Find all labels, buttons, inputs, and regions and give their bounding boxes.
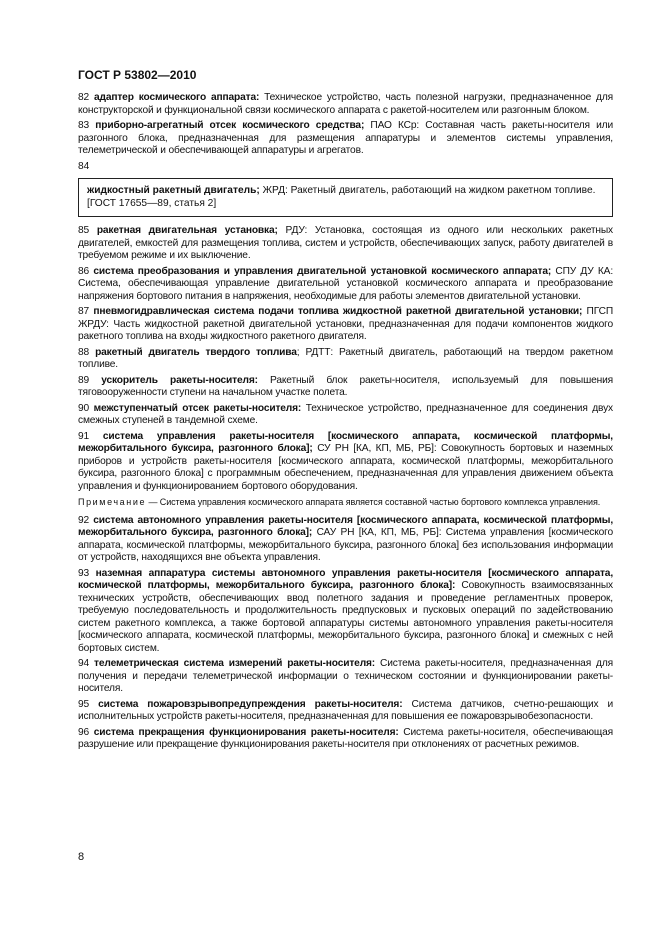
term-definition: ПГСП ЖРДУ: Часть жидкостной ракетной двигательной установки, предназначенная для подачи компонентов жидкого ракетного топлива на входы жидкостного ракетного двигателя. — [78, 306, 613, 342]
term-name: межступенчатый отсек ракеты-носителя: — [93, 402, 302, 414]
entry-number: 90 — [78, 402, 90, 414]
term-entry-91 — [78, 431, 613, 494]
term-definition: СУ РН [КА, КП, МБ, РБ]: Совокупность бортовых и наземных приборов и устройств ракеты-носителя [космического аппарата, космической платформы, межорбитального буксира, разгонного блока] с программным обеспечением, предназначенная для управления движением объекта управления и функционированием бортового оборудования. — [78, 443, 613, 492]
boxed-term-entry-84 — [78, 178, 613, 217]
entry-number: 93 — [78, 567, 90, 579]
entry-number: 82 — [78, 92, 90, 103]
term-name: система автономного управления ракеты-носителя [космического аппарата, космической платформы, межорбитального буксира, разгонного блока]; — [78, 514, 613, 538]
entry-number: 87 — [78, 306, 90, 317]
term-entry-87 — [78, 306, 613, 344]
term-name: система прекращения функционирования ракеты-носителя: — [93, 726, 399, 738]
entry-number: 88 — [78, 346, 90, 358]
term-name: ускоритель ракеты-носителя: — [101, 374, 258, 386]
term-entry-82 — [78, 92, 613, 117]
term-name: ракетный двигатель твердого топлива — [95, 346, 297, 358]
entry-number: 86 — [78, 265, 90, 277]
term-entry-83 — [78, 120, 613, 158]
term-entry-89 — [78, 375, 613, 400]
term-definition: Техническое устройство, предназначенное для соединения двух смежных ступеней в тандемной схеме. — [78, 402, 613, 426]
entry-number: 83 — [78, 120, 90, 131]
entry-number: 96 — [78, 726, 90, 738]
note-paragraph — [78, 497, 613, 509]
entry-number-84: 84 — [78, 160, 90, 172]
entry-number: 95 — [78, 698, 90, 710]
page-number: 8 — [78, 851, 85, 863]
term-name: система пожаровзрывопредупреждения ракеты-носителя: — [98, 698, 403, 710]
term-entry-93 — [78, 568, 613, 656]
term-name: наземная аппаратура системы автономного управления ракеты-носителя [космического аппарата, космической платформы, межорбитального буксира, разгонного блока]: — [78, 567, 613, 591]
entry-number: 92 — [78, 514, 90, 526]
entry-number: 89 — [78, 374, 90, 386]
term-definition: РДУ: Установка, состоящая из одного или нескольких ракетных двигателей, емкостей для размещения топлива, систем и устройств, обеспечивающих запуск, работу двигателей в требуемом режиме и их выключение. — [78, 225, 613, 261]
term-definition: САУ РН [КА, КП, МБ, РБ]: Система управления [космического аппарата, космической платформы, межорбитального буксира, разгонного блока] без использования информации от устройств, находящихся вне объекта управления. — [78, 527, 613, 563]
term-entry-85 — [78, 225, 613, 263]
term-definition: ПАО КСр: Составная часть ракеты-носителя или разгонного блока, предназначенная для размещения аппаратуры и элементов системы управления, телеметрической и обеспечивающей аппаратуры и агрегатов. — [78, 120, 613, 156]
term-definition: Техническое устройство, часть полезной нагрузки, предназначенное для конструкторской и функциональной связи космического аппарата с ракетой-носителем или разгонным блоком. — [78, 92, 613, 116]
standard-reference: [ГОСТ 17655—89, статья 2] — [87, 197, 217, 209]
term-entry-92 — [78, 515, 613, 565]
term-entry-96 — [78, 727, 613, 752]
term-definition: ; РДТТ: Ракетный двигатель, работающий на твердом ракетном топливе. — [78, 346, 613, 370]
term-definition: Система ракеты-носителя, обеспечивающая разрушение или прекращение функционирования ракеты-носителя при отклонениях от расчетных режимов. — [78, 726, 613, 750]
term-entry-90 — [78, 403, 613, 428]
term-definition: Система ракеты-носителя, предназначенная для получения и передачи телеметрической информации о техническом состоянии и функционировании ракеты-носителя. — [78, 658, 613, 694]
term-name: система преобразования и управления двигательной установкой космического аппарата; — [93, 265, 552, 277]
entry-number: 85 — [78, 225, 90, 236]
term-entry-94 — [78, 658, 613, 696]
term-name: система управления ракеты-носителя [космического аппарата, космической платформы, межорбитального буксира, разгонного блока]; — [78, 430, 613, 454]
term-definition: ЖРД: Ракетный двигатель, работающий на жидком ракетном топливе. — [259, 185, 596, 196]
term-definition: СПУ ДУ КА: Система, обеспечивающая управление двигательной установкой космического аппарата и преобразование напряжения бортового питания в напряжения, необходимые для работы элементов двигательной установки. — [78, 265, 614, 302]
term-entry-88 — [78, 347, 613, 372]
note-text: — Система управления космического аппарата является составной частью бортового комплекса управления. — [146, 497, 601, 507]
document-body — [78, 92, 613, 755]
term-name: пневмогидравлическая система подачи топлива жидкостной ракетной двигательной установки; — [93, 306, 583, 317]
document-header: ГОСТ Р 53802—2010 — [78, 68, 197, 82]
term-name: телеметрическая система измерений ракеты-носителя: — [94, 658, 376, 669]
term-name: адаптер космического аппарата: — [93, 92, 260, 103]
term-name: приборно-агрегатный отсек космического средства; — [95, 120, 365, 131]
term-name: ракетная двигательная установка; — [96, 225, 278, 236]
term-name: жидкостный ракетный двигатель; — [87, 185, 260, 196]
entry-number: 94 — [78, 658, 90, 669]
term-entry-86 — [78, 266, 613, 304]
entry-number: 91 — [78, 430, 90, 442]
term-entry-95 — [78, 699, 613, 724]
term-definition: Система датчиков, счетно-решающих и исполнительных устройств ракеты-носителя, предназначенная для повышения ее пожаровзрывобезопасности. — [78, 698, 614, 722]
term-definition: Совокупность взаимосвязанных технических устройств, обеспечивающих ввод полетного задания и проведение регламентных проверок, требуемую последовательность и продолжительность предпусковых и пусковых операций по задействованию систем ракетного комплекса, а также бортовой аппаратуры системы автономного управления ракеты-носителя [космического аппарата, космической платформы, межорбитального буксира, разгонного блока] и смежных с ней бортовых систем. — [78, 580, 613, 654]
term-definition: Ракетный блок ракеты-носителя, используемый для повышения тяговооруженности ступени на начальном участке полета. — [78, 374, 613, 398]
note-title: Примечание — [78, 497, 147, 507]
